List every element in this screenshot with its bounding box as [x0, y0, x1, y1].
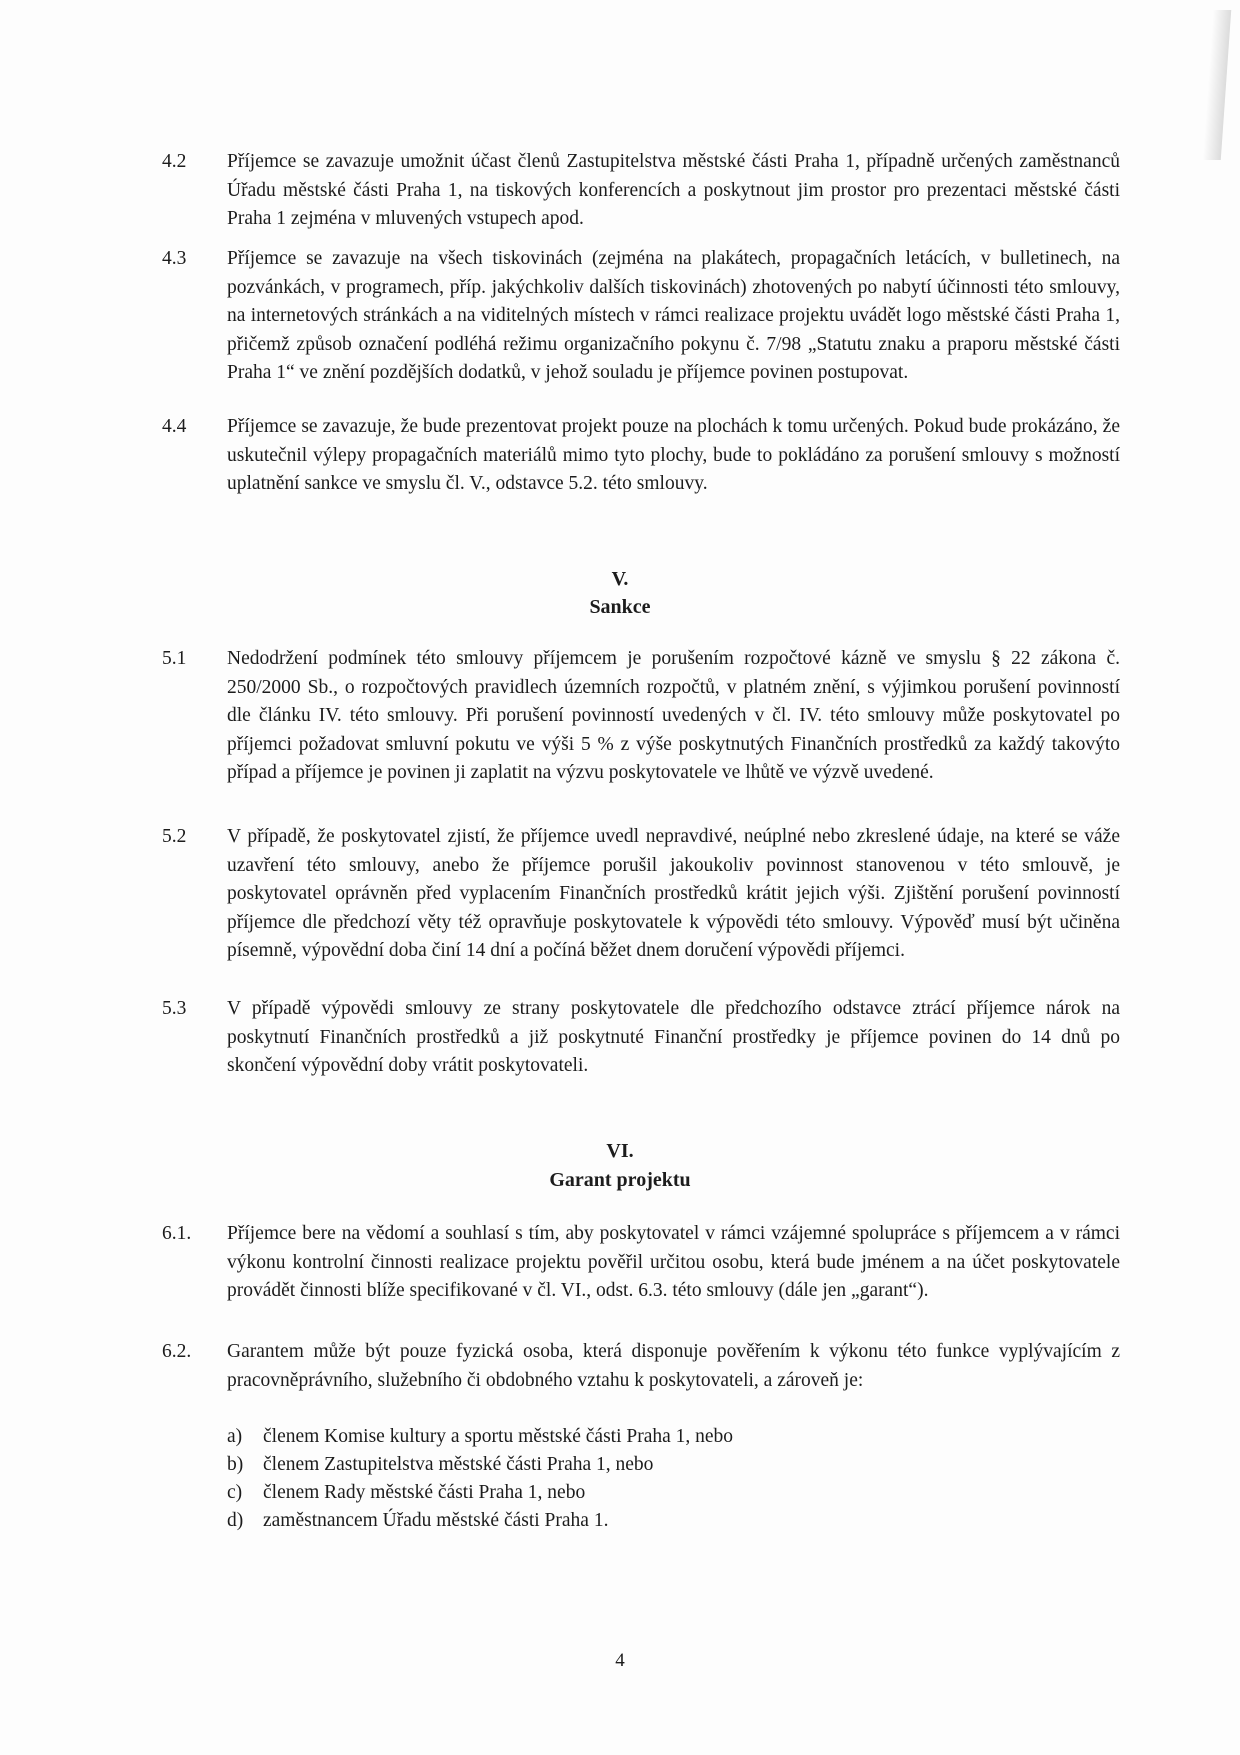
clause-text: V případě, že poskytovatel zjistí, že příjemce uvedl nepravdivé, neúplné nebo zkreslené údaje, na které se váže uzavření této smlouvy, anebo že příjemce porušil jakoukoliv povinnost stanovenou v této smlouvě, je poskytovatel oprávněn před vyplacením Finančních prostředků krátit jejich výši. Zjištění porušení povinností příjemce dle předchozí věty též opravňuje poskytovatele k výpovědi této smlouvy. Výpověď musí být učiněna písemně, výpovědní doba činí 14 dní a počíná běžet dnem doručení výpovědi příjemci. [227, 826, 1120, 961]
section-vi-title: Garant projektu [549, 1169, 691, 1191]
list-item-text: zaměstnancem Úřadu městské části Praha 1. [263, 1510, 609, 1531]
list-item-text: členem Komise kultury a sportu městské části Praha 1, nebo [263, 1426, 734, 1447]
list-item [227, 1479, 1120, 1507]
clause-number: 4.2 [162, 151, 187, 172]
list-item-text: členem Rady městské části Praha 1, nebo [263, 1482, 586, 1503]
clause-text: V případě výpovědi smlouvy ze strany poskytovatele dle předchozího odstavce ztrácí příjemce nárok na poskytnutí Finančních prostředků a již poskytnuté Finanční prostředky je příjemce povinen do 14 dnů po skončení výpovědní doby vrátit poskytovateli. [227, 998, 1120, 1076]
scan-edge-shadow [1203, 10, 1231, 160]
clause-text: Příjemce bere na vědomí a souhlasí s tím, aby poskytovatel v rámci vzájemné spolupráce s příjemcem a v rámci výkonu kontrolní činnosti realizace projektu pověřil určitou osobu, která bude jménem a na účet poskytovatele provádět činnosti blíže specifikované v čl. VI., odst. 6.3. této smlouvy (dále jen „garant“). [227, 1223, 1120, 1301]
list-marker: a) [227, 1426, 243, 1447]
clause-number: 6.2. [162, 1341, 192, 1362]
clause-text: Nedodržení podmínek této smlouvy příjemcem je porušením rozpočtové kázně ve smyslu § 22 zákona č. 250/2000 Sb., o rozpočtových pravidlech územních rozpočtů, v platném znění, s výjimkou porušení povinností dle článku IV. této smlouvy. Při porušení povinností uvedených v čl. IV. této smlouvy může poskytovatel po příjemci požadovat smluvní pokutu ve výši 5 % z výše poskytnutých Finančních prostředků za každý takovýto případ a příjemce je povinen ji zaplatit na výzvu poskytovatele ve lhůtě ve výzvě uvedené. [227, 648, 1120, 783]
clause-number: 5.2 [162, 826, 187, 847]
page-number: 4 [615, 1650, 625, 1671]
section-v-number: V. [611, 568, 629, 590]
section-v-title: Sankce [589, 596, 651, 618]
list-marker: b) [227, 1454, 244, 1475]
list-item [227, 1507, 1120, 1535]
clause-text: Příjemce se zavazuje na všech tiskovinách (zejména na plakátech, propagačních letácích, v bulletinech, na pozvánkách, v programech, příp. jakýchkoliv dalších tiskovinách) zhotovených po nabytí účinnosti této smlouvy, na internetových stránkách a na viditelných místech v rámci realizace projektu uvádět logo městské části Praha 1, přičemž způsob označení podléhá režimu organizačního pokynu č. 7/98 „Statutu znaku a praporu městské části Praha 1“ ve znění pozdějších dodatků, v jehož souladu je příjemce povinen postupovat. [227, 248, 1120, 383]
clause-number: 6.1. [162, 1223, 192, 1244]
clause-number: 4.3 [162, 248, 187, 269]
clause-text: Příjemce se zavazuje, že bude prezentovat projekt pouze na plochách k tomu určených. Pokud bude prokázáno, že uskutečnil výlepy propagačních materiálů mimo tyto plochy, bude to pokládáno za porušení smlouvy s možností uplatnění sankce ve smyslu čl. V., odstavce 5.2. této smlouvy. [227, 416, 1120, 494]
list-marker: d) [227, 1510, 244, 1531]
list-item-text: členem Zastupitelstva městské části Praha 1, nebo [263, 1454, 654, 1475]
section-vi-number: VI. [606, 1140, 634, 1162]
clause-number: 5.1 [162, 648, 187, 669]
list-item [227, 1451, 1120, 1479]
list-item [227, 1423, 1120, 1451]
clause-text: Příjemce se zavazuje umožnit účast členů Zastupitelstva městské části Praha 1, případně určených zaměstnanců Úřadu městské části Praha 1, na tiskových konferencích a poskytnout jim prostor pro prezentaci městské části Praha 1 zejména v mluvených vstupech apod. [227, 151, 1120, 229]
list-marker: c) [227, 1482, 243, 1503]
clause-number: 4.4 [162, 416, 187, 437]
garant-criteria-list [227, 1423, 1120, 1535]
clause-number: 5.3 [162, 998, 187, 1019]
clause-text: Garantem může být pouze fyzická osoba, která disponuje pověřením k výkonu této funkce vyplývajícím z pracovněprávního, služebního či obdobného vztahu k poskytovateli, a zároveň je: [227, 1341, 1120, 1391]
